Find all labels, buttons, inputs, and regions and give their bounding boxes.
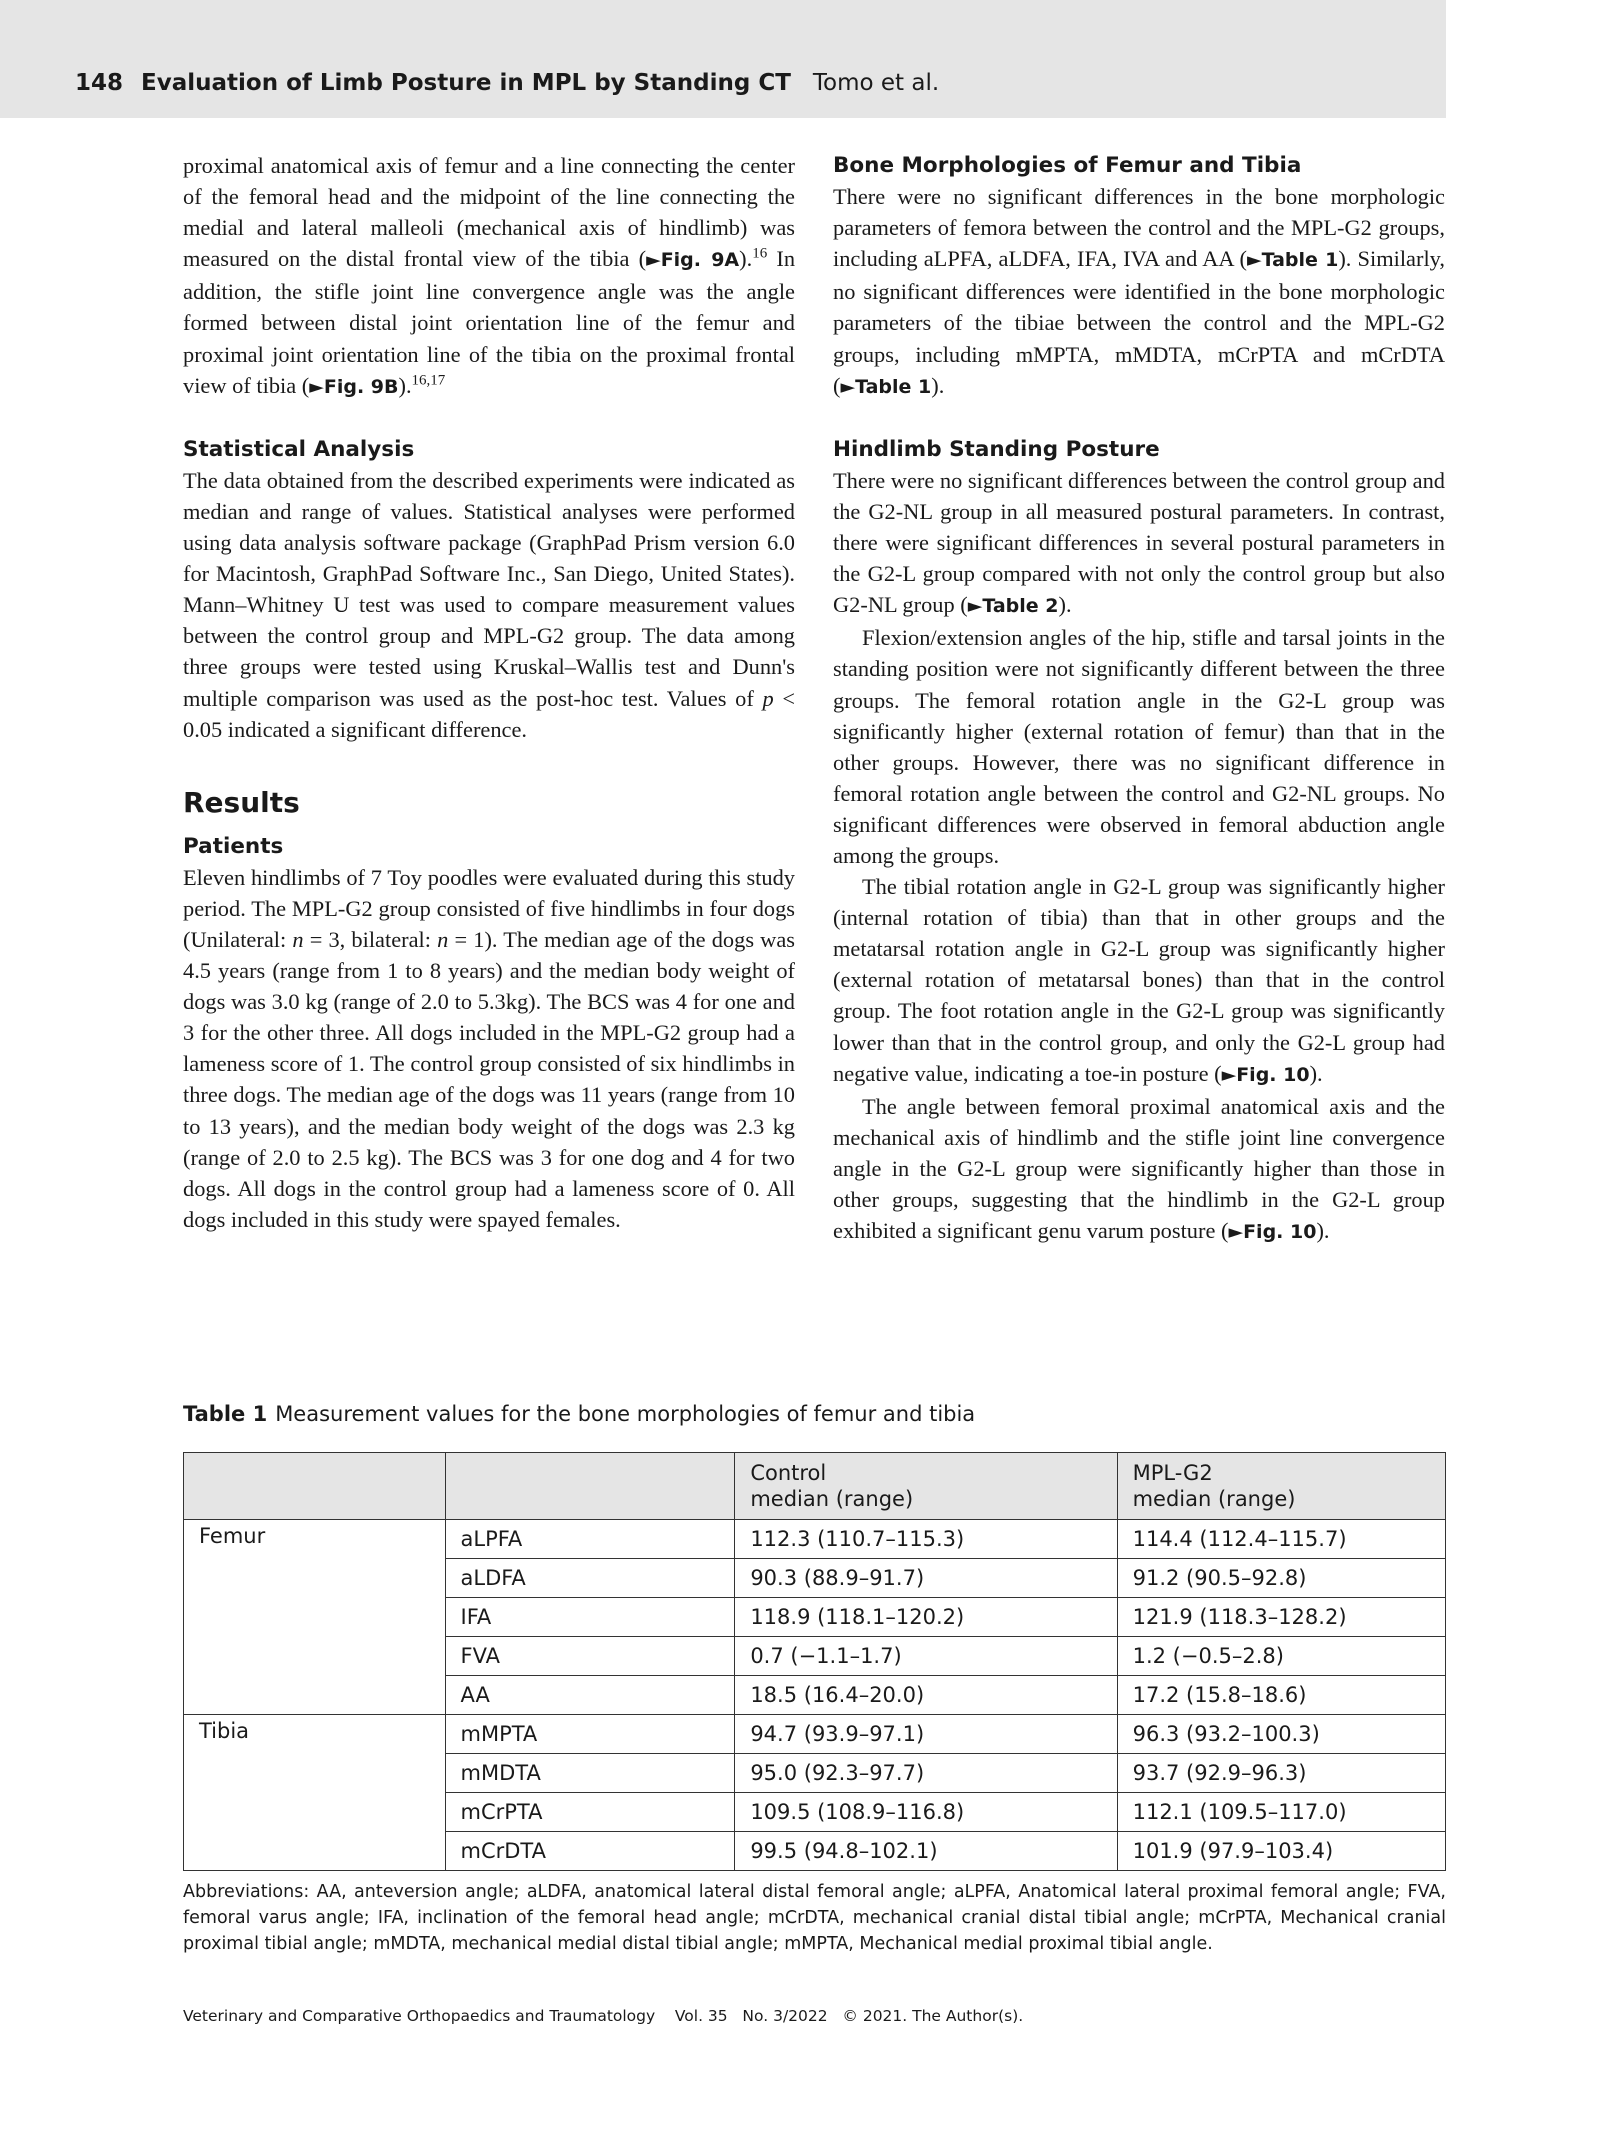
table-header-row <box>184 1453 1446 1520</box>
paragraph-statistics: The data obtained from the described experiments were indicated as median and range of values. Statistical analyses were performed using data analysis software package (GraphPad Prism version 6.0 for Macintosh, GraphPad Software Inc., San Diego, United States). Mann–Whitney U test was used to compare measurement values between the control group and MPL-G2 group. The data among three groups were tested using Kruskal–Wallis test and Dunn's multiple comparison was used as the post-hoc test. Values of p < 0.05 indicated a significant difference. <box>183 467 795 742</box>
mpl-cell: 96.3 (93.2–100.3) <box>1117 1715 1445 1754</box>
mpl-cell: 121.9 (118.3–128.2) <box>1117 1598 1445 1637</box>
header-cell-control: Control median (range) <box>735 1453 1117 1520</box>
control-cell: 109.5 (108.9–116.8) <box>735 1793 1117 1832</box>
control-cell: 18.5 (16.4–20.0) <box>735 1676 1117 1715</box>
paragraph-bone-morphologies: There were no significant differences in the bone morphologic parameters of femora between the control and the MPL-G2 groups, including aLPFA, aLDFA, IFA, IVA and AA (►Table 1). Similarly, no significant differences were identified in the bone morphologic parameters of the tibiae between the control and the MPL-G2 groups, including mMPTA, mMDTA, mCrPTA and mCrDTA (►Table 1). <box>833 184 1446 398</box>
section-heading-bone-morphologies: Bone Morphologies of Femur and Tibia <box>833 153 1302 178</box>
mpl-cell: 93.7 (92.9–96.3) <box>1117 1754 1445 1793</box>
paragraph-posture-2: Flexion/extension angles of the hip, stifle and tarsal joints in the standing position were not significantly different between the three groups. The femoral rotation angle in the G2-L group was significantly higher (external rotation of femur) than that in the other groups. However, there was no significant difference in femoral rotation angle between the control and G2-NL groups. No significant differences were observed in femoral abduction angle among the groups. <box>833 625 1445 868</box>
mpl-cell: 101.9 (97.9–103.4) <box>1117 1832 1445 1871</box>
control-cell: 95.0 (92.3–97.7) <box>735 1754 1117 1793</box>
param-cell: AA <box>445 1676 735 1715</box>
figure-ref-10-second[interactable]: ►Fig. 10 <box>1228 1221 1317 1244</box>
figure-ref-9a[interactable]: ►Fig. 9A <box>646 249 740 272</box>
table-abbreviations: Abbreviations: AA, anteversion angle; aLDFA, anatomical lateral distal femoral angle; aLPFA, Anatomical lateral proximal femoral angle; FVA, femoral varus angle; IFA, inclination of the femoral head angle; mCrDTA, mechanical cranial distal tibial angle; mCrPTA, Mechanical cranial proximal tibial angle; mMDTA, mechanical medial distal tibial angle; mMPTA, Mechanical medial proximal tibial angle. <box>183 1882 1446 1954</box>
table-label: Table 1 <box>183 1402 268 1426</box>
table-ref-1[interactable]: ►Table 1 <box>1246 249 1339 272</box>
table-caption <box>183 1402 1445 1426</box>
figure-ref-9b[interactable]: ►Fig. 9B <box>309 375 399 398</box>
section-heading-statistical-analysis: Statistical Analysis <box>183 436 415 462</box>
citation-16-17[interactable]: 16,17 <box>411 372 446 389</box>
running-authors: Tomo et al. <box>812 70 940 96</box>
param-cell: mCrDTA <box>445 1832 735 1871</box>
right-column <box>833 150 1445 1248</box>
param-cell: mMPTA <box>445 1715 735 1754</box>
mpl-cell: 91.2 (90.5–92.8) <box>1117 1559 1445 1598</box>
control-cell: 118.9 (118.1–120.2) <box>735 1598 1117 1637</box>
journal-footer: Veterinary and Comparative Orthopaedics and Traumatology Vol. 35 No. 3/2022 © 2021. The Author(s). <box>183 2007 1024 2025</box>
mpl-cell: 112.1 (109.5–117.0) <box>1117 1793 1445 1832</box>
mpl-cell: 17.2 (15.8–18.6) <box>1117 1676 1445 1715</box>
paragraph-posture-1: There were no significant differences between the control group and the G2-NL group in all measured postural parameters. In contrast, there were significant differences in several postural parameters in the G2-L group compared with not only the control group but also G2-NL group (►Table 2). <box>833 467 1445 618</box>
figure-ref-10[interactable]: ►Fig. 10 <box>1221 1063 1310 1086</box>
section-heading-results: Results <box>183 785 300 819</box>
table-row <box>184 1715 1446 1754</box>
paragraph-posture-3: The tibial rotation angle in G2-L group was significantly higher (internal rotation of tibia) than that in other groups and the metatarsal rotation angle in G2-L group was significantly higher (external rotation of metatarsal bones) than that in the control group. The foot rotation angle in the G2-L group was significantly lower than that in the control group, and only the G2-L group had negative value, indicating a toe-in posture (►Fig. 10). <box>833 874 1445 1086</box>
group-cell-femur: Femur <box>184 1520 446 1715</box>
header-cell-mpl-g2: MPL-G2 median (range) <box>1117 1453 1445 1520</box>
control-cell: 0.7 (−1.1–1.7) <box>735 1637 1117 1676</box>
paragraph-methods-continued: proximal anatomical axis of femur and a line connecting the center of the femoral head and the midpoint of the line connecting the medial and lateral malleoli (mechanical axis of hindlimb) was measured on the distal frontal view of the tibia (►Fig. 9A).$^{16}$ In addition, the stifle joint line convergence angle was the angle formed between distal joint orientation line of the femur and proximal joint orientation line of the tibia on the proximal frontal view of tibia (►Fig. 9B).$^{16,17}$ <box>183 153 796 398</box>
control-cell: 90.3 (88.9–91.7) <box>735 1559 1117 1598</box>
left-column <box>183 150 795 1235</box>
citation-16[interactable]: 16 <box>752 245 768 262</box>
param-cell: aLPFA <box>445 1520 735 1559</box>
running-header <box>0 0 1446 118</box>
table-row <box>184 1520 1446 1559</box>
paragraph-posture-4: The angle between femoral proximal anatomical axis and the mechanical axis of hindlimb and the stifle joint line convergence angle in the G2-L group were significantly higher than those in other groups, suggesting that the hindlimb in the G2-L group exhibited a significant genu varum posture (►Fig. 10). <box>833 1093 1445 1244</box>
section-heading-standing-posture: Hindlimb Standing Posture <box>833 436 1160 462</box>
running-title: Evaluation of Limb Posture in MPL by Standing CT <box>141 70 791 96</box>
section-heading-patients: Patients <box>183 833 284 859</box>
control-cell: 94.7 (93.9–97.1) <box>735 1715 1117 1754</box>
table-caption-text: Measurement values for the bone morphologies of femur and tibia <box>275 1402 976 1426</box>
table-ref-1-second[interactable]: ►Table 1 <box>840 375 932 398</box>
table-ref-2[interactable]: ►Table 2 <box>967 595 1059 618</box>
measurement-table <box>183 1452 1446 1871</box>
param-cell: mCrPTA <box>445 1793 735 1832</box>
mpl-cell: 114.4 (112.4–115.7) <box>1117 1520 1445 1559</box>
group-cell-tibia: Tibia <box>184 1715 446 1871</box>
control-cell: 99.5 (94.8–102.1) <box>735 1832 1117 1871</box>
mpl-cell: 1.2 (−0.5–2.8) <box>1117 1637 1445 1676</box>
param-cell: mMDTA <box>445 1754 735 1793</box>
page-number: 148 <box>75 70 124 96</box>
param-cell: FVA <box>445 1637 735 1676</box>
param-cell: IFA <box>445 1598 735 1637</box>
paragraph-patients: Eleven hindlimbs of 7 Toy poodles were evaluated during this study period. The MPL-G2 group consisted of five hindlimbs in four dogs (Unilateral: n = 3, bilateral: n = 1). The median age of the dogs was 4.5 years (range from 1 to 8 years) and the median body weight of dogs was 3.0 kg (range of 2.0 to 5.3kg). The BCS was 4 for one and 3 for the other three. All dogs included in the MPL-G2 group had a lameness score of 1. The control group consisted of six hindlimbs in three dogs. The median age of the dogs was 11 years (range from 10 to 13 years), and the median body weight of the dogs was 2.3 kg (range of 2.0 to 2.5 kg). The BCS was 3 for one dog and 4 for two dogs. All dogs in the control group had a lameness score of 0. All dogs included in this study were spayed females. <box>183 864 796 1232</box>
running-header-text <box>75 70 939 96</box>
param-cell: aLDFA <box>445 1559 735 1598</box>
control-cell: 112.3 (110.7–115.3) <box>735 1520 1117 1559</box>
header-cell-empty-2 <box>445 1453 735 1520</box>
header-cell-empty-1 <box>184 1453 446 1520</box>
